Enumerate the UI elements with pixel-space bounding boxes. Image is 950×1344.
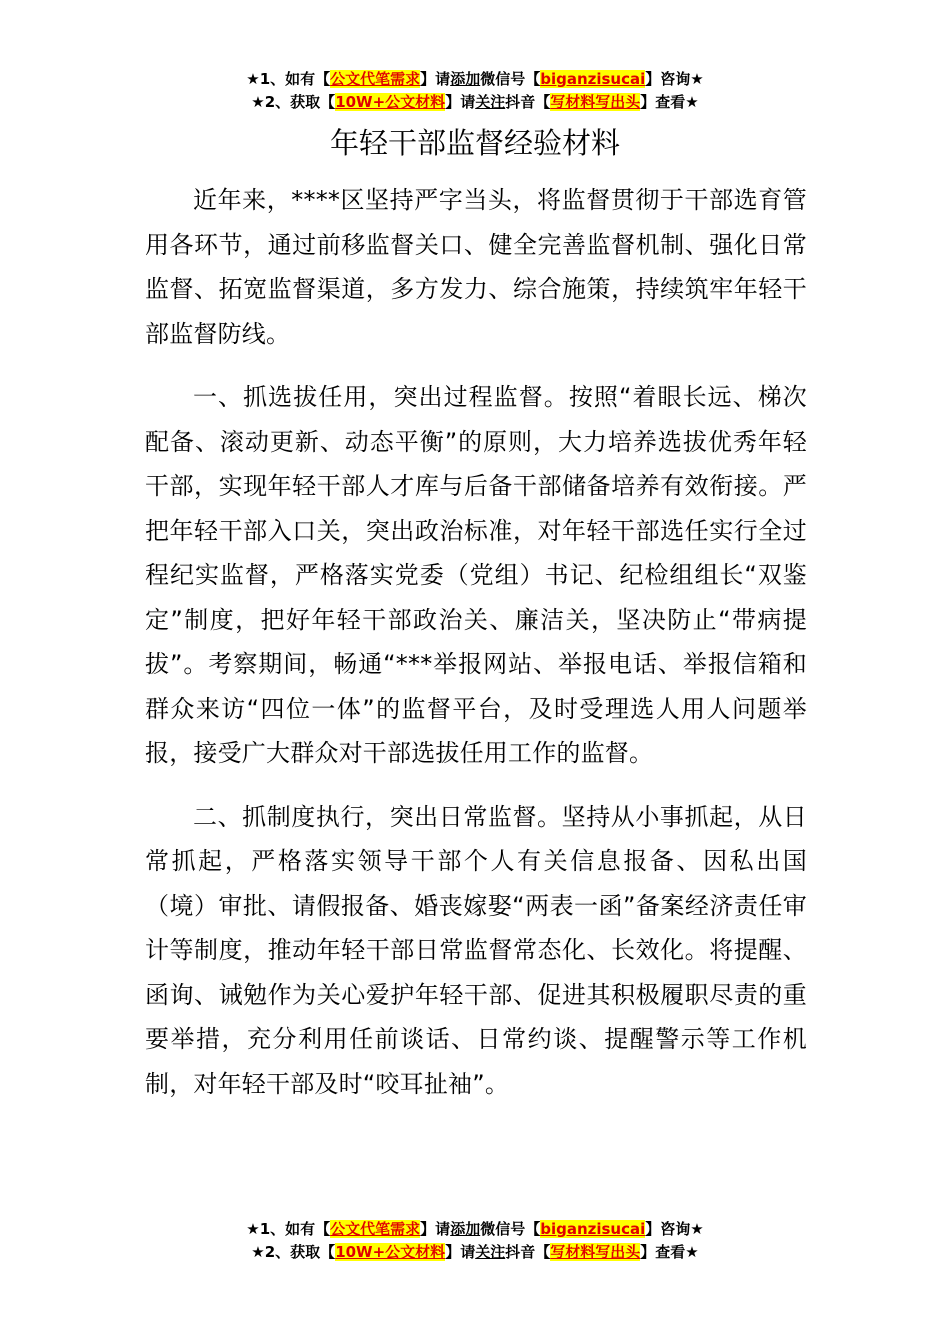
banner-text: 】请 — [420, 1220, 451, 1238]
highlight-douyin-account: 写材料写出头 — [550, 93, 641, 111]
banner-text: 】咨询★ — [645, 70, 704, 88]
highlight-writing-service: 公文代笔需求 — [330, 70, 421, 88]
banner-line-1 — [0, 68, 950, 91]
banner-text: ★1、如有【 — [246, 1220, 331, 1238]
banner-text: 】咨询★ — [645, 1220, 704, 1238]
banner-text: 】请 — [420, 70, 451, 88]
highlight-wechat-id: biganzisucai — [540, 70, 646, 88]
banner-underlined-text: 添加 — [450, 1220, 481, 1238]
paragraph-intro: 近年来，****区坚持严字当头，将监督贯彻于干部选育管用各环节，通过前移监督关口、健全完善监督机制、强化日常监督、拓宽监督渠道，多方发力、综合施策，持续筑牢年轻干部监督防线。 — [145, 186, 807, 348]
banner-text: ★2、获取【 — [251, 1243, 336, 1261]
paragraph-section-2: 二、抓制度执行，突出日常监督。坚持从小事抓起，从日常抓起，严格落实领导干部个人有关信息报备、因私出国（境）审批、请假报备、婚丧嫁娶“两表一函”备案经济责任审计等制度，推动年轻干部日常监督常态化、长效化。将提醒、函询、诫勉作为关心爱护年轻干部、促进其积极履职尽责的重要举措，充分利用任前谈话、日常约谈、提醒警示等工作机制，对年轻干部及时“咬耳扯袖”。 — [145, 802, 807, 1098]
footer-banner — [0, 1218, 950, 1264]
banner-line-2 — [0, 91, 950, 114]
banner-text: 微信号【 — [480, 70, 541, 88]
banner-text: 抖音【 — [505, 1243, 551, 1261]
banner-text: 抖音【 — [505, 93, 551, 111]
document-body — [145, 178, 807, 1125]
highlight-writing-service: 公文代笔需求 — [330, 1220, 421, 1238]
banner-text: 微信号【 — [480, 1220, 541, 1238]
banner-underlined-text: 关注 — [475, 1243, 506, 1261]
banner-text: 】查看★ — [640, 93, 699, 111]
document-title: 年轻干部监督经验材料 — [329, 126, 620, 160]
header-banner — [0, 68, 950, 114]
banner-text: ★2、获取【 — [251, 93, 336, 111]
banner-text: ★1、如有【 — [246, 70, 331, 88]
highlight-wechat-id: biganzisucai — [540, 1220, 646, 1238]
banner-underlined-text: 关注 — [475, 93, 506, 111]
banner-line-1 — [0, 1218, 950, 1241]
paragraph-section-1: 一、抓选拔任用，突出过程监督。按照“着眼长远、梯次配备、滚动更新、动态平衡”的原则，大力培养选拔优秀年轻干部，实现年轻干部人才库与后备干部储备培养有效衔接。严把年轻干部入口关，突出政治标准，对年轻干部选任实行全过程纪实监督，严格落实党委（党组）书记、纪检组组长“双鉴定”制度，把好年轻干部政治关、廉洁关，坚决防止“带病提拔”。考察期间，畅通“***举报网站、举报电话、举报信箱和群众来访“四位一体”的监督平台，及时受理选人用人问题举报，接受广大群众对干部选拔任用工作的监督。 — [145, 383, 807, 767]
banner-underlined-text: 添加 — [450, 70, 481, 88]
banner-line-2 — [0, 1241, 950, 1264]
highlight-douyin-account: 写材料写出头 — [550, 1243, 641, 1261]
highlight-materials: 10W+公文材料 — [335, 1243, 446, 1261]
banner-text: 】请 — [445, 93, 476, 111]
banner-text: 】请 — [445, 1243, 476, 1261]
banner-text: 】查看★ — [640, 1243, 699, 1261]
highlight-materials: 10W+公文材料 — [335, 93, 446, 111]
